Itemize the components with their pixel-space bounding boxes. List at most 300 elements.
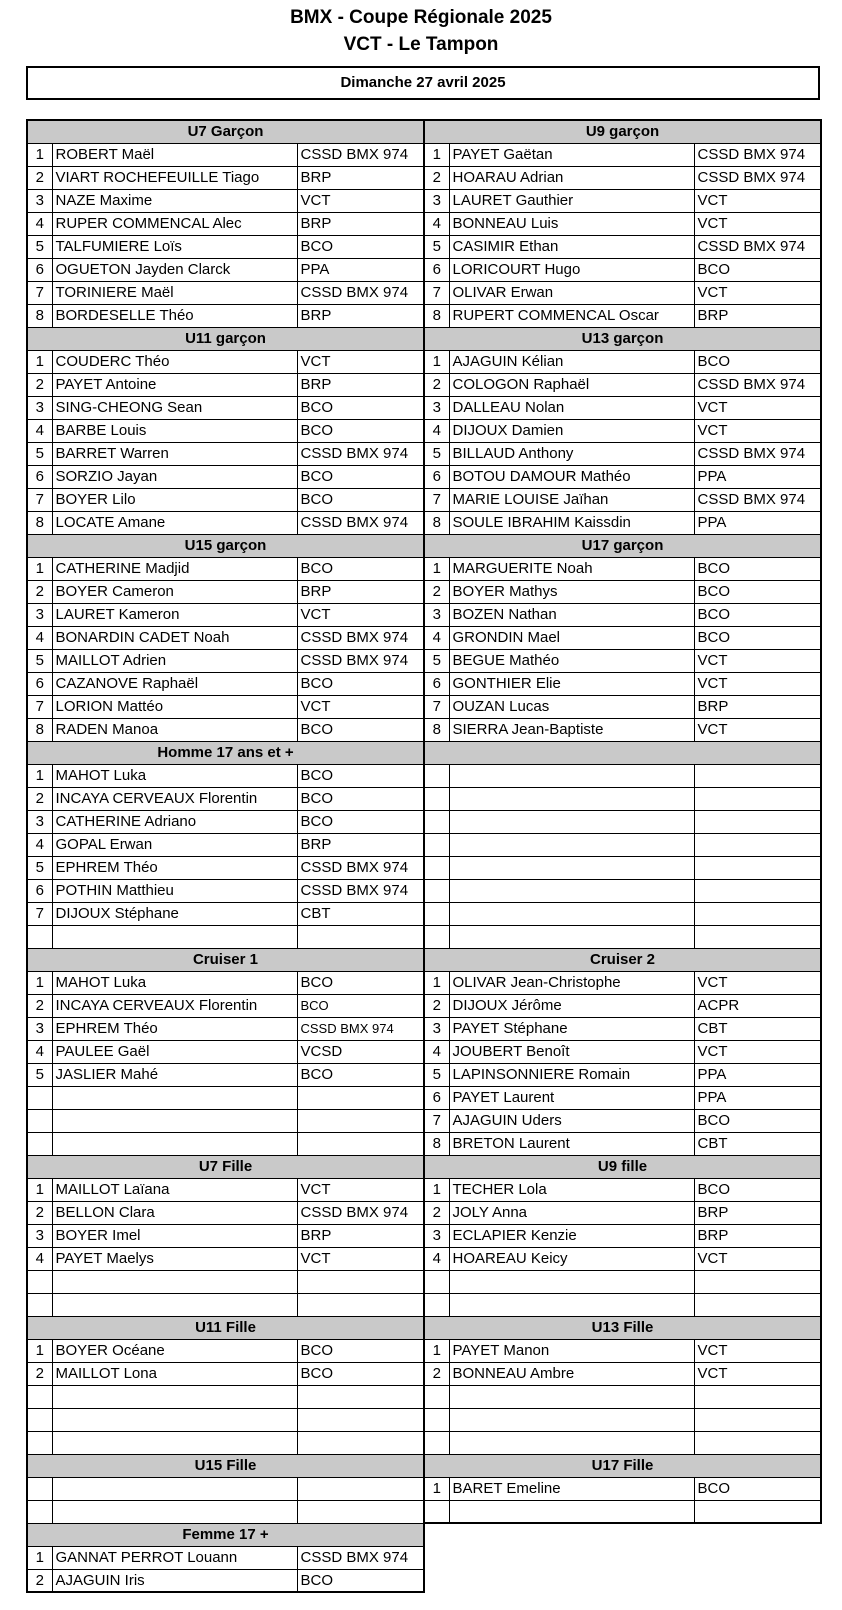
category-header-u9-garcon <box>424 120 821 143</box>
rider-name-cell: CAZANOVE Raphaël <box>52 672 297 695</box>
club-cell: BCO <box>297 971 424 994</box>
category-title: U11 garçon <box>27 327 424 350</box>
club-cell: BCO <box>694 258 821 281</box>
rider-name-cell <box>52 1086 297 1109</box>
club-cell: BCO <box>297 235 424 258</box>
rider-name-cell <box>449 1385 694 1408</box>
rider-name-cell <box>449 902 694 925</box>
rank-cell: 4 <box>27 419 52 442</box>
rider-name-cell <box>52 1293 297 1316</box>
club-cell <box>694 902 821 925</box>
table-row <box>424 1224 821 1247</box>
category-header-u13-garcon <box>424 327 821 350</box>
rank-cell: 4 <box>27 626 52 649</box>
rider-name-cell <box>449 925 694 948</box>
rank-cell <box>27 925 52 948</box>
club-cell: VCT <box>297 1247 424 1270</box>
table-row <box>27 1546 424 1569</box>
rank-cell <box>27 1109 52 1132</box>
rank-cell: 7 <box>424 488 449 511</box>
table-row <box>424 810 821 833</box>
table-row <box>424 1408 821 1431</box>
rider-name-cell: BARRET Warren <box>52 442 297 465</box>
club-cell: BCO <box>694 626 821 649</box>
rank-cell: 3 <box>27 1017 52 1040</box>
table-row <box>27 1063 424 1086</box>
club-cell: BCO <box>297 764 424 787</box>
rank-cell: 4 <box>424 626 449 649</box>
table-row <box>424 258 821 281</box>
rider-name-cell: RUPERT COMMENCAL Oscar <box>449 304 694 327</box>
table-row <box>424 1040 821 1063</box>
rank-cell: 2 <box>424 373 449 396</box>
table-row <box>424 488 821 511</box>
rider-name-cell: CATHERINE Madjid <box>52 557 297 580</box>
club-cell: BRP <box>694 304 821 327</box>
table-row <box>424 1362 821 1385</box>
rank-cell: 7 <box>27 695 52 718</box>
club-cell: BCO <box>297 557 424 580</box>
rank-cell: 6 <box>424 258 449 281</box>
rider-name-cell <box>449 1293 694 1316</box>
category-title: Cruiser 1 <box>27 948 424 971</box>
rank-cell: 1 <box>27 1339 52 1362</box>
table-row <box>27 143 424 166</box>
rider-name-cell: MARIE LOUISE Jaïhan <box>449 488 694 511</box>
table-row <box>27 396 424 419</box>
rank-cell <box>424 902 449 925</box>
rank-cell: 1 <box>424 557 449 580</box>
club-cell: CBT <box>694 1017 821 1040</box>
table-row <box>424 511 821 534</box>
category-header-u15-garcon <box>27 534 424 557</box>
table-row <box>27 235 424 258</box>
club-cell: CSSD BMX 974 <box>297 143 424 166</box>
table-row <box>27 787 424 810</box>
club-cell: BRP <box>297 373 424 396</box>
table-row <box>424 1431 821 1454</box>
rank-cell <box>424 1500 449 1523</box>
rider-name-cell: GANNAT PERROT Louann <box>52 1546 297 1569</box>
table-row <box>27 1040 424 1063</box>
rider-name-cell: BONNEAU Ambre <box>449 1362 694 1385</box>
table-row <box>27 902 424 925</box>
table-row <box>424 1247 821 1270</box>
category-title: U15 garçon <box>27 534 424 557</box>
club-cell: CSSD BMX 974 <box>297 442 424 465</box>
rider-name-cell <box>449 764 694 787</box>
rank-cell: 6 <box>27 879 52 902</box>
rank-cell: 5 <box>27 649 52 672</box>
rider-name-cell: PAYET Maelys <box>52 1247 297 1270</box>
club-cell <box>297 1500 424 1523</box>
rank-cell: 5 <box>27 235 52 258</box>
club-cell: BCO <box>694 580 821 603</box>
rank-cell: 3 <box>424 1017 449 1040</box>
rank-cell: 2 <box>27 787 52 810</box>
rider-name-cell: LOCATE Amane <box>52 511 297 534</box>
rider-name-cell: BOYER Lilo <box>52 488 297 511</box>
category-title: U11 Fille <box>27 1316 424 1339</box>
rider-name-cell: TALFUMIERE Loïs <box>52 235 297 258</box>
rank-cell: 6 <box>27 672 52 695</box>
table-row <box>27 258 424 281</box>
table-row <box>27 1224 424 1247</box>
club-cell: CSSD BMX 974 <box>297 626 424 649</box>
club-cell: BRP <box>297 833 424 856</box>
club-cell: BRP <box>297 212 424 235</box>
category-header-blank <box>424 741 821 764</box>
rank-cell: 7 <box>424 281 449 304</box>
club-cell <box>694 1385 821 1408</box>
rider-name-cell: OLIVAR Erwan <box>449 281 694 304</box>
rider-name-cell: AJAGUIN Kélian <box>449 350 694 373</box>
club-cell: CSSD BMX 974 <box>694 373 821 396</box>
category-title <box>424 741 821 764</box>
rank-cell: 1 <box>27 557 52 580</box>
rider-name-cell: BEGUE Mathéo <box>449 649 694 672</box>
rider-name-cell <box>449 1431 694 1454</box>
club-cell: BCO <box>297 810 424 833</box>
rider-name-cell: VIART ROCHEFEUILLE Tiago <box>52 166 297 189</box>
rank-cell: 1 <box>424 971 449 994</box>
rider-name-cell: CASIMIR Ethan <box>449 235 694 258</box>
table-row <box>27 1569 424 1592</box>
rider-name-cell: LORICOURT Hugo <box>449 258 694 281</box>
club-cell <box>297 1132 424 1155</box>
category-header-femme-17 <box>27 1523 424 1546</box>
rank-cell <box>27 1132 52 1155</box>
rider-name-cell: LAURET Gauthier <box>449 189 694 212</box>
rider-name-cell: DIJOUX Stéphane <box>52 902 297 925</box>
rank-cell: 3 <box>27 189 52 212</box>
category-title: Homme 17 ans et + <box>27 741 424 764</box>
table-row <box>27 373 424 396</box>
club-cell: VCT <box>297 350 424 373</box>
rider-name-cell <box>52 1132 297 1155</box>
table-row <box>27 281 424 304</box>
table-row <box>27 1017 424 1040</box>
rider-name-cell <box>449 1408 694 1431</box>
rider-name-cell: MAHOT Luka <box>52 764 297 787</box>
rank-cell: 8 <box>27 718 52 741</box>
club-cell: VCT <box>694 189 821 212</box>
rider-name-cell: PAYET Manon <box>449 1339 694 1362</box>
rank-cell: 7 <box>27 281 52 304</box>
club-cell: BCO <box>694 603 821 626</box>
rider-name-cell: EPHREM Théo <box>52 856 297 879</box>
table-row <box>27 465 424 488</box>
table-row <box>27 1109 424 1132</box>
club-cell: VCSD <box>297 1040 424 1063</box>
table-row <box>27 166 424 189</box>
rider-name-cell: SING-CHEONG Sean <box>52 396 297 419</box>
rider-name-cell: GOPAL Erwan <box>52 833 297 856</box>
table-row <box>424 764 821 787</box>
rank-cell: 2 <box>424 580 449 603</box>
table-row <box>27 557 424 580</box>
rider-name-cell: JOLY Anna <box>449 1201 694 1224</box>
table-row <box>27 1293 424 1316</box>
rider-name-cell: BOZEN Nathan <box>449 603 694 626</box>
rank-cell <box>27 1408 52 1431</box>
table-row <box>27 511 424 534</box>
table-row <box>424 833 821 856</box>
club-cell: VCT <box>694 1040 821 1063</box>
club-cell <box>694 879 821 902</box>
table-row <box>27 1339 424 1362</box>
club-cell: VCT <box>694 672 821 695</box>
rank-cell: 5 <box>424 235 449 258</box>
rank-cell: 6 <box>27 465 52 488</box>
rank-cell <box>424 925 449 948</box>
club-cell: BRP <box>297 580 424 603</box>
club-cell <box>297 925 424 948</box>
rank-cell: 1 <box>27 143 52 166</box>
table-row <box>424 787 821 810</box>
rank-cell: 5 <box>27 856 52 879</box>
table-row <box>424 1017 821 1040</box>
rank-cell: 2 <box>424 994 449 1017</box>
category-title: Femme 17 + <box>27 1523 424 1546</box>
club-cell: CSSD BMX 974 <box>297 856 424 879</box>
rider-name-cell: BOYER Mathys <box>449 580 694 603</box>
table-row <box>424 1086 821 1109</box>
category-title: U17 Fille <box>424 1454 821 1477</box>
rider-name-cell <box>449 1270 694 1293</box>
club-cell: BCO <box>297 1569 424 1592</box>
table-row <box>27 810 424 833</box>
rank-cell: 7 <box>424 1109 449 1132</box>
rider-name-cell: BRETON Laurent <box>449 1132 694 1155</box>
rank-cell: 1 <box>424 1477 449 1500</box>
rank-cell: 2 <box>27 1569 52 1592</box>
rank-cell <box>424 1293 449 1316</box>
rider-name-cell: SORZIO Jayan <box>52 465 297 488</box>
club-cell: CSSD BMX 974 <box>297 511 424 534</box>
rider-name-cell <box>449 833 694 856</box>
rider-name-cell: OGUETON Jayden Clarck <box>52 258 297 281</box>
rider-name-cell: LORION Mattéo <box>52 695 297 718</box>
table-row <box>424 718 821 741</box>
club-cell <box>694 1293 821 1316</box>
rank-cell: 5 <box>424 442 449 465</box>
club-cell: CSSD BMX 974 <box>694 235 821 258</box>
table-row <box>424 626 821 649</box>
club-cell: PPA <box>694 1086 821 1109</box>
rider-name-cell: COUDERC Théo <box>52 350 297 373</box>
rider-name-cell: BOTOU DAMOUR Mathéo <box>449 465 694 488</box>
club-cell: BCO <box>694 557 821 580</box>
category-header-u17-fille <box>424 1454 821 1477</box>
club-cell: VCT <box>297 695 424 718</box>
table-row <box>424 1178 821 1201</box>
category-title: U7 Fille <box>27 1155 424 1178</box>
rider-name-cell: INCAYA CERVEAUX Florentin <box>52 787 297 810</box>
rank-cell: 7 <box>27 902 52 925</box>
category-title: U9 fille <box>424 1155 821 1178</box>
rider-name-cell: OLIVAR Jean-Christophe <box>449 971 694 994</box>
rider-name-cell <box>449 810 694 833</box>
table-row <box>27 304 424 327</box>
table-row <box>424 971 821 994</box>
table-row <box>424 879 821 902</box>
rank-cell: 4 <box>27 212 52 235</box>
rider-name-cell <box>52 1408 297 1431</box>
rank-cell: 1 <box>27 1178 52 1201</box>
rank-cell: 6 <box>424 672 449 695</box>
club-cell <box>297 1431 424 1454</box>
rank-cell: 1 <box>27 350 52 373</box>
rider-name-cell: PAULEE Gaël <box>52 1040 297 1063</box>
table-row <box>27 1178 424 1201</box>
table-row <box>27 718 424 741</box>
table-row <box>27 212 424 235</box>
club-cell <box>694 764 821 787</box>
club-cell: CSSD BMX 974 <box>297 1017 424 1040</box>
table-row <box>424 1109 821 1132</box>
left-results-table <box>26 119 425 1593</box>
club-cell: VCT <box>694 1362 821 1385</box>
rank-cell: 8 <box>27 304 52 327</box>
table-row <box>27 695 424 718</box>
rider-name-cell: BORDESELLE Théo <box>52 304 297 327</box>
page-title: BMX - Coupe Régionale 2025 <box>290 7 552 28</box>
club-cell: VCT <box>694 281 821 304</box>
rank-cell: 3 <box>424 1224 449 1247</box>
club-cell: PPA <box>297 258 424 281</box>
club-cell: VCT <box>694 212 821 235</box>
club-cell: PPA <box>694 465 821 488</box>
club-cell <box>297 1270 424 1293</box>
table-row <box>424 649 821 672</box>
club-cell: VCT <box>694 1247 821 1270</box>
table-row <box>27 626 424 649</box>
table-row <box>424 1132 821 1155</box>
table-row <box>27 1431 424 1454</box>
category-header-cruiser-1 <box>27 948 424 971</box>
club-cell: BCO <box>694 1178 821 1201</box>
club-cell: PPA <box>694 1063 821 1086</box>
club-cell: BRP <box>694 1224 821 1247</box>
rider-name-cell <box>52 1477 297 1500</box>
table-row <box>424 281 821 304</box>
rank-cell <box>424 764 449 787</box>
club-cell: CSSD BMX 974 <box>694 143 821 166</box>
club-cell: CBT <box>694 1132 821 1155</box>
category-header-u9-fille <box>424 1155 821 1178</box>
rank-cell <box>424 879 449 902</box>
table-row <box>424 1270 821 1293</box>
rank-cell: 5 <box>424 1063 449 1086</box>
rider-name-cell <box>52 1431 297 1454</box>
rider-name-cell: PAYET Gaëtan <box>449 143 694 166</box>
rank-cell: 6 <box>27 258 52 281</box>
rider-name-cell: ROBERT Maël <box>52 143 297 166</box>
club-cell: CSSD BMX 974 <box>297 879 424 902</box>
rank-cell <box>424 1385 449 1408</box>
rank-cell <box>27 1086 52 1109</box>
rider-name-cell: RUPER COMMENCAL Alec <box>52 212 297 235</box>
club-cell: VCT <box>694 419 821 442</box>
club-cell: CSSD BMX 974 <box>297 281 424 304</box>
rider-name-cell <box>449 1500 694 1523</box>
table-row <box>27 856 424 879</box>
club-cell: BCO <box>297 465 424 488</box>
table-row <box>27 1385 424 1408</box>
rider-name-cell: SIERRA Jean-Baptiste <box>449 718 694 741</box>
rank-cell: 1 <box>424 143 449 166</box>
rider-name-cell <box>449 787 694 810</box>
rider-name-cell: HOARAU Adrian <box>449 166 694 189</box>
table-row <box>424 396 821 419</box>
rank-cell: 3 <box>424 396 449 419</box>
rank-cell: 5 <box>424 649 449 672</box>
rank-cell <box>27 1431 52 1454</box>
rider-name-cell: DALLEAU Nolan <box>449 396 694 419</box>
club-cell: BRP <box>297 166 424 189</box>
rider-name-cell: BOYER Cameron <box>52 580 297 603</box>
table-row <box>27 764 424 787</box>
rank-cell: 1 <box>424 1178 449 1201</box>
table-row <box>27 1362 424 1385</box>
rider-name-cell <box>52 1385 297 1408</box>
club-cell: CSSD BMX 974 <box>297 1546 424 1569</box>
category-header-u11-garcon <box>27 327 424 350</box>
rank-cell: 4 <box>27 1040 52 1063</box>
category-header-u7-garcon <box>27 120 424 143</box>
club-cell: BCO <box>297 396 424 419</box>
rider-name-cell <box>449 879 694 902</box>
rank-cell: 2 <box>27 994 52 1017</box>
rider-name-cell: BOYER Océane <box>52 1339 297 1362</box>
table-row <box>27 994 424 1017</box>
club-cell <box>694 810 821 833</box>
rank-cell <box>27 1270 52 1293</box>
table-row <box>27 879 424 902</box>
rank-cell: 2 <box>27 580 52 603</box>
club-cell: CSSD BMX 974 <box>694 166 821 189</box>
rider-name-cell: BONARDIN CADET Noah <box>52 626 297 649</box>
rank-cell: 4 <box>27 1247 52 1270</box>
club-cell <box>694 833 821 856</box>
category-header-u15-fille <box>27 1454 424 1477</box>
rank-cell <box>424 810 449 833</box>
rider-name-cell: NAZE Maxime <box>52 189 297 212</box>
table-row <box>27 1247 424 1270</box>
rank-cell: 2 <box>424 1201 449 1224</box>
rank-cell <box>424 1270 449 1293</box>
rank-cell <box>424 856 449 879</box>
table-row <box>424 1293 821 1316</box>
table-row <box>424 1385 821 1408</box>
rank-cell: 2 <box>27 373 52 396</box>
table-row <box>27 1201 424 1224</box>
rider-name-cell: BARET Emeline <box>449 1477 694 1500</box>
rider-name-cell: GONTHIER Elie <box>449 672 694 695</box>
club-cell: ACPR <box>694 994 821 1017</box>
club-cell: BCO <box>297 1362 424 1385</box>
rider-name-cell: MAILLOT Laïana <box>52 1178 297 1201</box>
category-header-u11-fille <box>27 1316 424 1339</box>
rank-cell: 5 <box>27 442 52 465</box>
rider-name-cell: LAURET Kameron <box>52 603 297 626</box>
rider-name-cell: COLOGON Raphaël <box>449 373 694 396</box>
table-row <box>424 603 821 626</box>
club-cell: VCT <box>694 1339 821 1362</box>
club-cell: BCO <box>297 1339 424 1362</box>
table-row <box>27 672 424 695</box>
